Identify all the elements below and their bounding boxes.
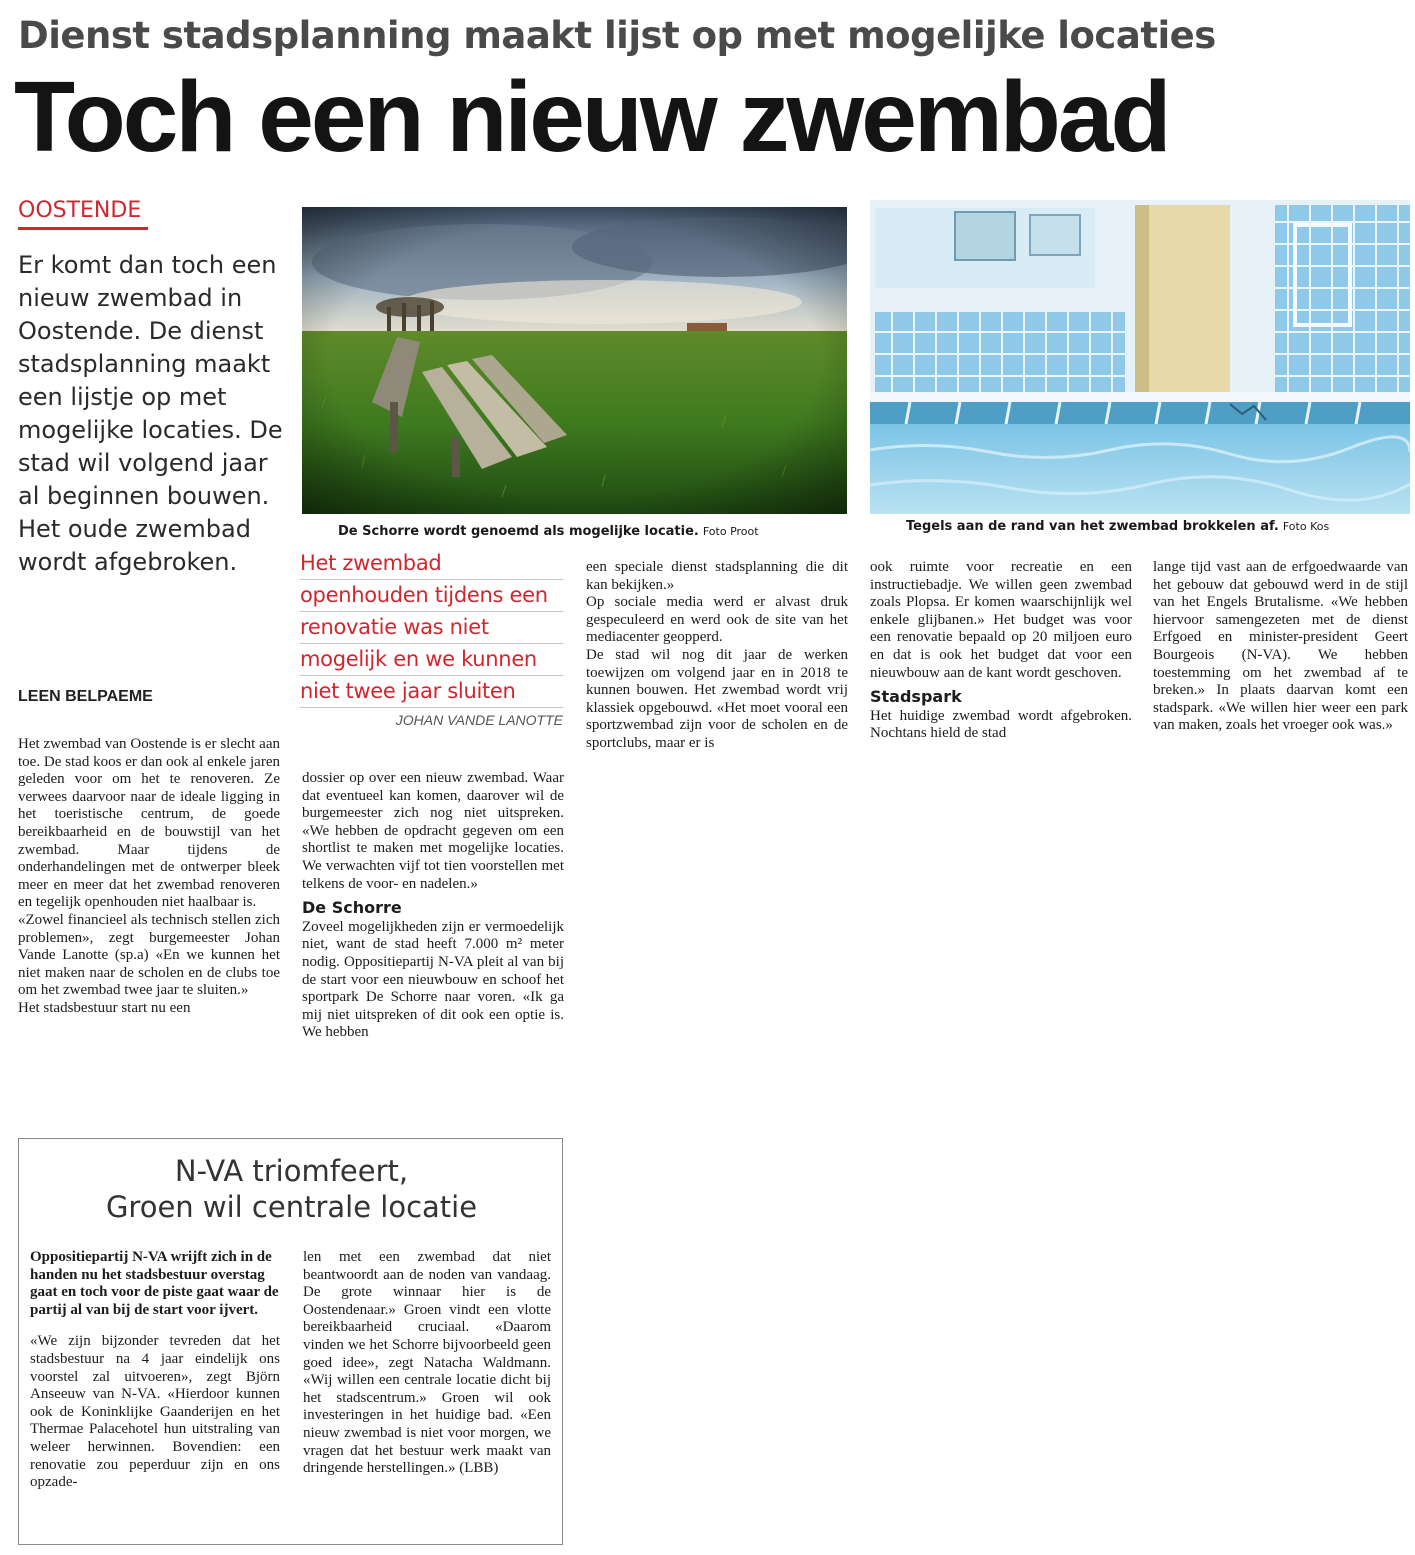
sidebar-title <box>19 1153 564 1225</box>
sidebar-paragraph: len met een zwembad dat niet beantwoordt aan de noden van vandaag. De grote winnaar hier is de Oostendenaar.» Groen vindt een vlotte bereikbaarheid cruciaal. «Daarom vinden we het Schorre bijvoorbeeld geen goed idee», zegt Natacha Waldmann. «Wij willen een centrale locatie dicht bij het stadscentrum.» Groen wil ook investeringen in het huidige bad. «Een nieuw zwembad is niet voor morgen, we vragen dat het bestuur werk maakt van dringende herstellingen.» (LBB) <box>303 1249 551 1477</box>
photo-credit: Foto Kos <box>1282 520 1330 533</box>
body-paragraph: Op sociale media werd er alvast druk gespeculeerd en werd ook de site van het mediacenter geopperd. <box>586 594 848 646</box>
sidebar-column-1 <box>30 1249 280 1492</box>
body-paragraph: lange tijd vast aan de erfgoedwaarde van het gebouw dat gebouwd werd in de stijl van het Engels Brutalisme. «We hebben hiervoor samengezeten met de dienst Erfgoed en minister-president Geert Bourgeois (N-VA). We hebben toestemming om het zwembad af te breken.» In plaats daarvan komt een stadspark. «We willen hier weer een park van maken, zoals het vroeger ook was.» <box>1153 559 1408 734</box>
quote-line: Het zwembad <box>300 548 563 580</box>
article-lead: Er komt dan toch een nieuw zwembad in Oostende. De dienst stadsplanning maakt een lijstje op met mogelijke locaties. De stad wil volgend jaar al beginnen bouwen. Het oude zwembad wordt afgebroken. <box>18 251 283 576</box>
photo-pool-tiles <box>870 200 1410 514</box>
article-kicker: Dienst stadsplanning maakt lijst op met mogelijke locaties <box>18 14 1216 57</box>
body-column-1 <box>18 736 280 1018</box>
photo-de-schorre <box>302 207 847 514</box>
body-column-3 <box>586 559 848 753</box>
body-column-5 <box>1153 559 1408 735</box>
body-paragraph: De stad wil nog dit jaar de werken toewijzen om volgend jaar en in 2018 te kunnen bouwen. Het zwembad wordt vrij klassiek opgebouwd. «Het moet vooral een sportzwembad zijn voor de scholen en de sportclubs, maar er is <box>586 646 848 751</box>
body-paragraph: Het zwembad van Oostende is er slecht aan toe. De stad koos er dan ook al enkele jaren geleden voor om het te renoveren. Ze verwees daarvoor naar de ideale ligging in het toeristische centrum, de goede bereikbaarheid en de bouwstijl van het zwembad. Maar tijdens de onderhandelingen met de ontwerper bleek meer en meer dat het zwembad renoveren en tegelijk openhouden niet haalbaar is. <box>18 736 280 911</box>
quote-line: mogelijk en we kunnen <box>300 644 563 676</box>
article-author: LEEN BELPAEME <box>18 688 153 705</box>
pool-tiles-illustration <box>870 200 1410 514</box>
quote-line: openhouden tijdens een <box>300 580 563 612</box>
body-paragraph: dossier op over een nieuw zwembad. Waar dat eventueel kan komen, daarover wil de burgemeester zich nog niet uitspreken. «We hebben de opdracht gegeven om een shortlist te maken met mogelijke locaties. We verwachten vijf tot tien voorstellen met telkens de voor- en nadelen.» <box>302 770 564 892</box>
sidebar-column-2 <box>303 1249 551 1478</box>
bench-on-grass-illustration <box>302 207 847 514</box>
body-paragraph: Het stadsbestuur start nu een <box>18 999 191 1016</box>
quote-line: renovatie was niet <box>300 612 563 644</box>
photo-caption-de-schorre <box>338 524 759 539</box>
sidebar-intro: Oppositiepartij N-VA wrijft zich in de handen nu het stadsbestuur overstag gaat en toch voor de piste gaat waar de partij al van bij de start voor ijvert. <box>30 1249 279 1318</box>
sidebar-title-line: Groen wil centrale locatie <box>105 1190 478 1224</box>
body-paragraph: een speciale dienst stadsplanning die dit kan bekijken.» <box>586 559 848 593</box>
photo-credit: Foto Proot <box>702 525 759 538</box>
body-paragraph: «Zowel financieel als technisch stellen zich problemen», zegt burgemeester Johan Vande Lanotte (sp.a) «En we kunnen het niet maken naar de scholen en de clubs toe om het zwembad twee jaar te sluiten.» <box>18 911 280 999</box>
article-headline: Toch een nieuw zwembad <box>14 61 1169 173</box>
body-paragraph: Zoveel mogelijkheden zijn er vermoedelijk niet, want de stad heeft 7.000 m² meter nodig. Oppositiepartij N-VA pleit al van bij de start voor een nieuwbouw en schoof het sportpark De Schorre naar voren. «Ik ga mij niet uitspreken of dit ook een optie is. We hebben <box>302 918 564 1041</box>
quote-line: niet twee jaar sluiten <box>300 676 563 708</box>
photo-caption-pool-tiles <box>906 519 1329 534</box>
body-column-2 <box>302 770 564 1042</box>
body-column-4 <box>870 559 1132 743</box>
quote-author: JOHAN VANDE LANOTTE <box>395 712 563 728</box>
caption-text: Tegels aan de rand van het zwembad brokkelen af. <box>906 519 1279 534</box>
sidebar-box <box>18 1138 563 1545</box>
sidebar-title-line: N-VA triomfeert, <box>174 1154 409 1188</box>
sidebar-paragraph: «We zijn bijzonder tevreden dat het stadsbestuur na 4 jaar eindelijk ons voorstel zal uitvoeren», zegt Björn Anseeuw van N-VA. «Hierdoor kunnen ook de Koninklijke Gaanderijen en het Thermae Palacehotel hun uitstraling van weleer herwinnen. Bovendien: een renovatie zou peperduur zijn en ons opzade- <box>30 1333 280 1491</box>
subheading-de-schorre: De Schorre <box>302 898 402 918</box>
caption-text: De Schorre wordt genoemd als mogelijke locatie. <box>338 524 699 539</box>
subheading-stadspark: Stadspark <box>870 687 962 707</box>
location-tag: OOSTENDE <box>18 198 148 230</box>
body-paragraph: ook ruimte voor recreatie en een instructiebadje. We willen geen zwembad zoals Plopsa. Er komen waarschijnlijk wel enkele glijbanen.» Het budget was voor een renovatie bepaald op 20 miljoen euro en dat is ook het budget dat voor een nieuwbouw aan de kant wordt geschoven. <box>870 559 1132 681</box>
pull-quote <box>300 548 563 728</box>
body-paragraph: Het huidige zwembad wordt afgebroken. Nochtans hield de stad <box>870 707 1132 742</box>
